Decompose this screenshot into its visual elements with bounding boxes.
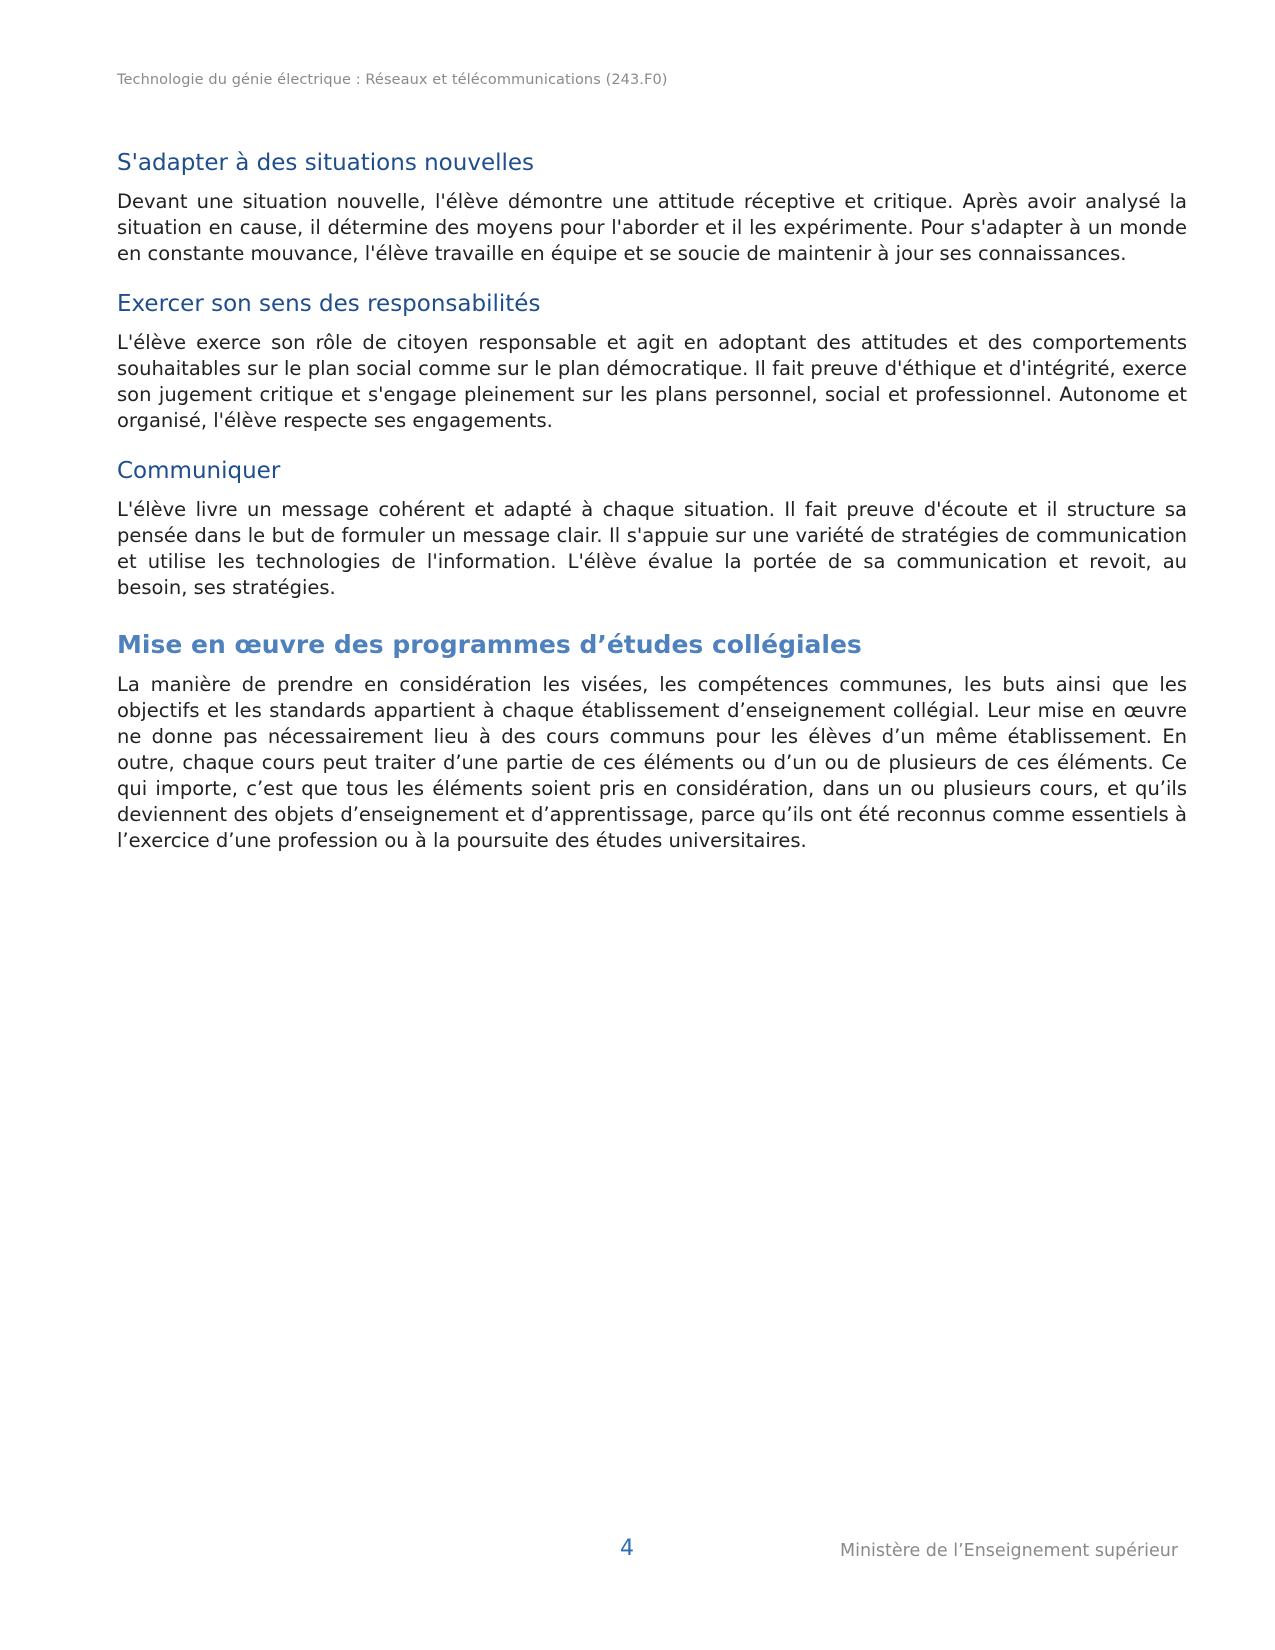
section-heading: S'adapter à des situations nouvelles <box>117 150 535 176</box>
page-number: 4 <box>620 1536 634 1561</box>
section-paragraph: L'élève livre un message cohérent et adapté à chaque situation. Il fait preuve d'écoute et il structure sa pensée dans le but de formuler un message clair. Il s'appuie sur une variété de stratégies de communication et utilise les technologies de l'information. L'élève évalue la portée de sa communication et revoit, au besoin, ses stratégies. <box>117 498 1187 599</box>
section-paragraph: L'élève exerce son rôle de citoyen responsable et agit en adoptant des attitudes et des comportements souhaitables sur le plan social comme sur le plan démocratique. Il fait preuve d'éthique et d'intégrité, exerce son jugement critique et s'engage pleinement sur les plans personnel, social et professionnel. Autonome et organisé, l'élève respecte ses engagements. <box>117 331 1187 432</box>
section-mise-en-oeuvre <box>117 629 1187 854</box>
section-paragraph: Devant une situation nouvelle, l'élève démontre une attitude réceptive et critique. Après avoir analysé la situation en cause, il détermine des moyens pour l'aborder et il les expérimente. Pour s'adapter à un monde en constante mouvance, l'élève travaille en équipe et se soucie de maintenir à jour ses connaissances. <box>117 190 1187 265</box>
section-heading: Communiquer <box>117 458 281 484</box>
main-heading: Mise en œuvre des programmes d’études collégiales <box>117 630 862 659</box>
page-content <box>117 148 1187 854</box>
section-heading: Exercer son sens des responsabilités <box>117 291 541 317</box>
section-communiquer <box>117 456 1187 601</box>
section-responsabilites <box>117 289 1187 434</box>
running-header: Technologie du génie électrique : Réseaux et télécommunications (243.F0) <box>117 72 668 88</box>
section-adapter <box>117 148 1187 267</box>
footer-organization: Ministère de l’Enseignement supérieur <box>840 1541 1179 1561</box>
main-paragraph: La manière de prendre en considération les visées, les compétences communes, les buts ainsi que les objectifs et les standards appartient à chaque établissement d’enseignement collégial. Leur mise en œuvre ne donne pas nécessairement lieu à des cours communs pour les élèves d’un même établissement. En outre, chaque cours peut traiter d’une partie de ces éléments ou d’un ou de plusieurs de ces éléments. Ce qui importe, c’est que tous les éléments soient pris en considération, dans un ou plusieurs cours, et qu’ils deviennent des objets d’enseignement et d’apprentissage, parce qu’ils ont été reconnus comme essentiels à l’exercice d’une profession ou à la poursuite des études universitaires. <box>117 673 1187 852</box>
